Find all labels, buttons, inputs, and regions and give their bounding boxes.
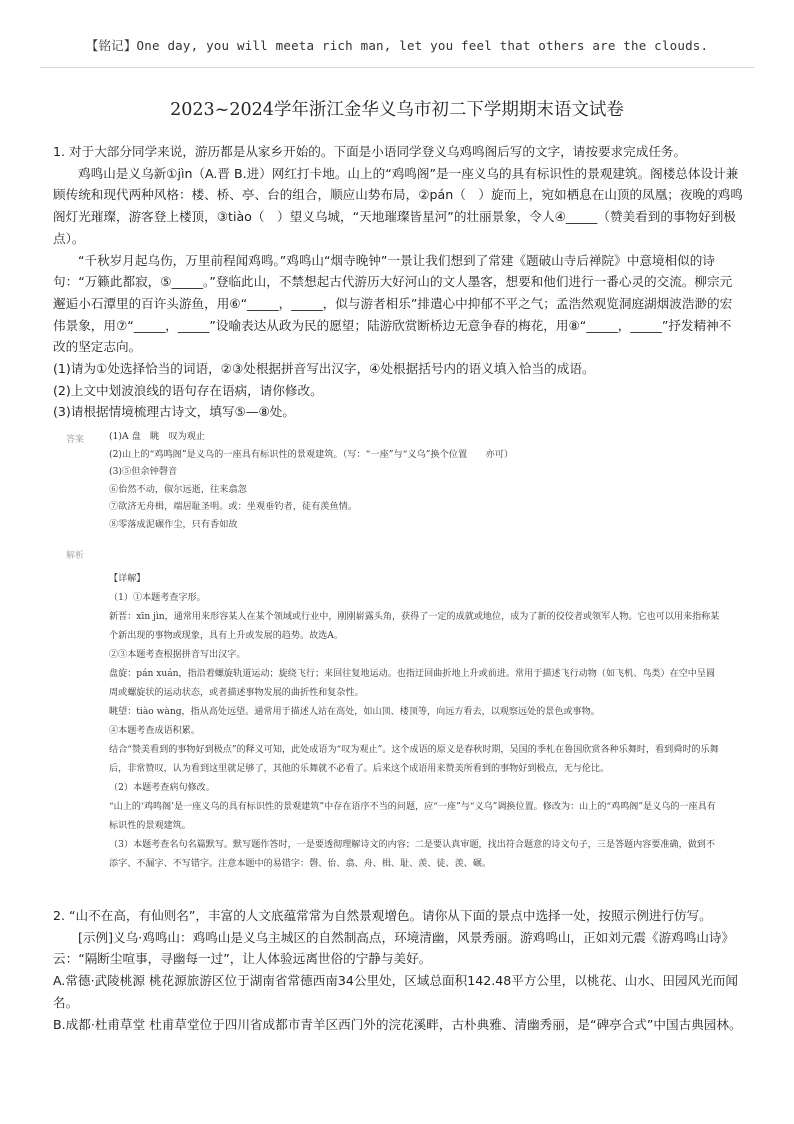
analysis-line: 眺望：tiào wàng，指从高处远望。通常用于描述人站在高处，如山顶、楼顶等，向远方看去，以观察远处的景色或事物。 bbox=[109, 707, 600, 717]
analysis-label: 解析 bbox=[66, 551, 85, 561]
question-1-task-3: (3)请根据情境梳理古诗文，填写⑤—⑧处。 bbox=[53, 404, 295, 420]
question-1-task-2: (2)上文中划波浪线的语句存在语病，请你修改。 bbox=[53, 382, 323, 398]
analysis-line: ②③本题考查根据拼音写出汉字。 bbox=[109, 650, 246, 660]
analysis-line: （1）①本题考查字形。 bbox=[109, 593, 206, 603]
analysis-line: 新晋：xīn jìn，通常用来形容某人在某个领域或行业中，刚刚崭露头角，获得了一定的成就或地位，成为了新的佼佼者或领军人物。它也可以用来指称某个新出现的事物或现象，具有上升或发展的趋势。故选A。 bbox=[109, 612, 720, 641]
answer-line: (2)山上的“鸡鸣阁”是义乌的一座具有标识性的景观建筑。（写：“一座”与“义乌”换个位置 亦可） bbox=[109, 448, 514, 460]
header-divider bbox=[40, 67, 754, 68]
answer-line: ⑥佁然不动，俶尔远逝，往来翕忽 bbox=[109, 483, 247, 495]
answer-lines bbox=[109, 428, 745, 534]
answer-line: ⑧零落成泥碾作尘，只有香如故 bbox=[109, 518, 238, 530]
analysis-line: 盘旋：pán xuán，指沿着螺旋轨道运动；旋绕飞行；来回往复地运动。也指迂回曲折地上升或前进。常用于描述飞行动物（如飞机、鸟类）在空中呈圆周或螺旋状的运动状态，或者描述事物发展的曲折性和复杂性。 bbox=[109, 669, 716, 698]
question-2-option-a: A.常德·武陵桃源 桃花源旅游区位于湖南省常德西南34公里处，区域总面积142.48平方公里，以桃花、山水、田园风光而闻名。 bbox=[53, 973, 738, 1010]
analysis-line: “山上的‘鸡鸣阁’是一座义乌的具有标识性的景观建筑”中存在语序不当的问题，应“一座”与“义乌”调换位置。修改为：山上的“鸡鸣阁”是义乌的一座具有标识性的景观建筑。 bbox=[109, 802, 716, 831]
motto-banner: 【铭记】One day, you will meeta rich man, let you feel that others are the clouds. bbox=[85, 38, 709, 53]
question-2-example: [示例]义乌·鸡鸣山：鸡鸣山是义乌主城区的自然制高点，环境清幽，风景秀丽。游鸡鸣山，正如刘元震《游鸡鸣山诗》云：“隔断尘喧事，寻幽每一过”，让人体验远离世俗的宁静与美好。 bbox=[53, 929, 735, 967]
answer-label: 答案 bbox=[66, 435, 85, 445]
analysis-line: 结合“赞美看到的事物好到极点”的释义可知，此处成语为“叹为观止”。这个成语的原义是春秋时期，吴国的季札在鲁国欣赏各种乐舞时，看到舜时的乐舞后，非常赞叹，认为看到这里就足够了，其他的乐舞就不必看了。后来这个成语用来赞美所看到的事物好到极点，无与伦比。 bbox=[109, 745, 719, 774]
analysis-lines bbox=[109, 570, 724, 874]
analysis-line: （3）本题考查名句名篇默写。默写题作答时，一是要透彻理解诗文的内容；二是要认真审题，找出符合题意的诗文句子，三是答题内容要准确，做到不添字、不漏字、不写错字。注意本题中的易错字：磬、佁、翕、舟、楫、耻、羡、徒、羡、碾。 bbox=[109, 840, 715, 869]
analysis-line: ④本题考查成语积累。 bbox=[109, 726, 200, 736]
analysis-line: （2）本题考查病句修改。 bbox=[109, 783, 215, 793]
question-1-paragraph-2: “千秋岁月起乌伤，万里前程闻鸡鸣。”鸡鸣山“烟寺晚钟”一景让我们想到了常建《题破山寺后禅院》中意境相似的诗句：“万籁此都寂，⑤_____。”登临此山，不禁想起古代游历大好河山的文人墨客，想要和他们进行一番心灵的交流。柳宗元邂逅小石潭里的百许头游鱼，用⑥“_____，_____，似与游者相乐”排遣心中抑郁不平之气；孟浩然观览洞庭湖烟波浩渺的宏伟景象，用⑦“_____，_____”设喻表达从政为民的愿望；陆游欣赏断桥边无意争春的梅花，用⑧“_____，_____”抒发精神不改的坚定志向。 bbox=[53, 252, 733, 355]
answer-line: ⑦欲济无舟楫，端居耻圣明。或：坐观垂钓者，徒有羡鱼情。 bbox=[109, 501, 358, 513]
question-2-stem: 2. “山不在高，有仙则名”，丰富的人文底蕴常常为自然景观增色。请你从下面的景点中选择一处，按照示例进行仿写。 bbox=[53, 908, 712, 923]
question-1-task-1: (1)请为①处选择恰当的词语，②③处根据拼音写出汉字，④处根据括号内的语义填入恰当的成语。 bbox=[53, 361, 595, 377]
question-2 bbox=[53, 905, 743, 1035]
analysis-line: 【详解】 bbox=[109, 574, 146, 584]
question-1-paragraph-1: 鸡鸣山是义乌新①jìn（A.晋 B.进）网红打卡地。山上的“鸡鸣阁”是一座义乌的具有标识性的景观建筑。阁楼总体设计兼顾传统和现代两种风格：楼、桥、亭、台的组合，顺应山势布局，②pán（ ）旋而上，宛如栖息在山顶的凤凰；夜晚的鸡鸣阁灯光璀璨，游客登上楼顶，③tiào（ ）望义乌城，“天地璀璨皆星河”的壮丽景象，令人④_____（赞美看到的事物好到极点）。 bbox=[53, 165, 743, 246]
page-title: 2023~2024学年浙江金华义乌市初二下学期期末语文试卷 bbox=[170, 100, 624, 120]
question-1 bbox=[53, 141, 743, 423]
answer-line: (3)⑤但余钟磬音 bbox=[109, 466, 178, 478]
question-2-option-b: B.成都·杜甫草堂 杜甫草堂位于四川省成都市青羊区西门外的浣花溪畔，古朴典雅、清幽秀丽，是“碑亭合式”中国古典园林。 bbox=[53, 1016, 742, 1032]
question-1-stem: 1. 对于大部分同学来说，游历都是从家乡开始的。下面是小语同学登义乌鸡鸣阁后写的文字，请按要求完成任务。 bbox=[53, 144, 687, 159]
answer-line: (1)A 盘 眺 叹为观止 bbox=[109, 431, 206, 442]
